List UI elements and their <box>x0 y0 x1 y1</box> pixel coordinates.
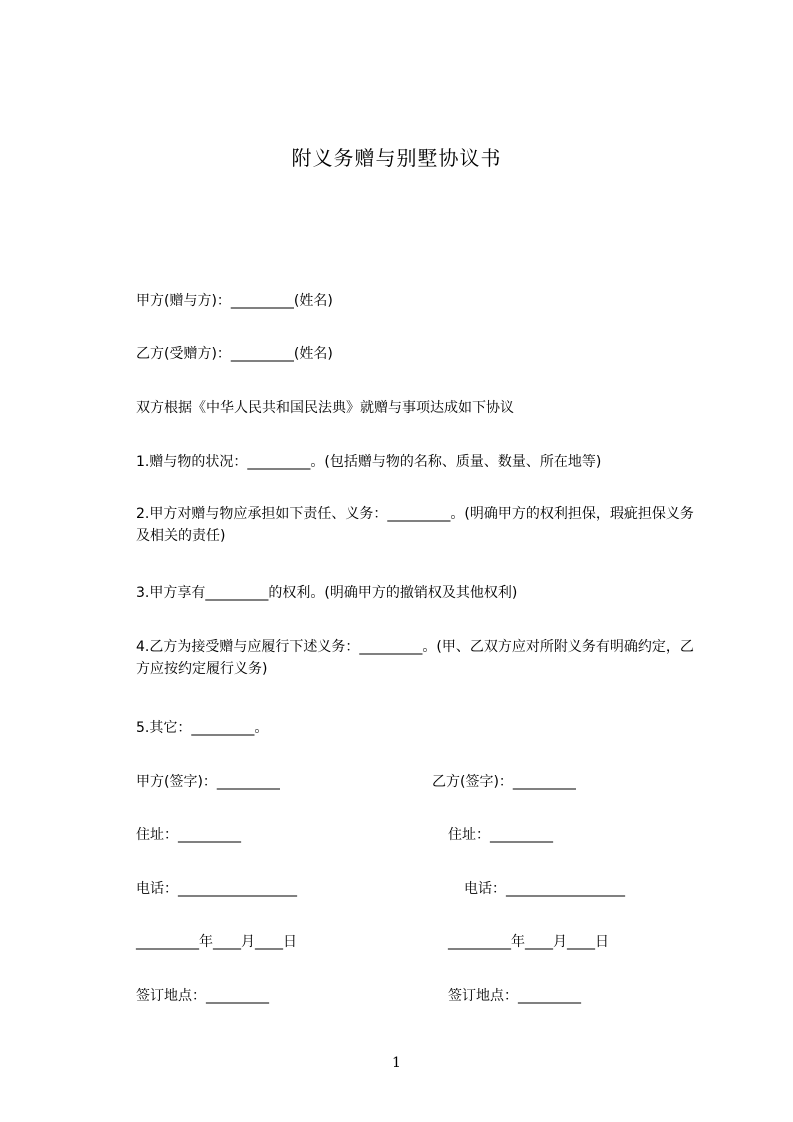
party-b-address: 住址：_________ <box>448 827 553 843</box>
party-a-signature: 甲方(签字)：_________ <box>136 774 280 790</box>
intro-paragraph: 双方根据《中华人民共和国民法典》就赠与事项达成如下协议 <box>136 400 514 416</box>
clause-5: 5.其它：_________。 <box>136 720 269 736</box>
clause-4: 4.乙方为接受赠与应履行下述义务：_________。(甲、乙双方应对所附义务有明确约定，乙方应按约定履行义务) <box>136 639 694 677</box>
clause-1: 1.赠与物的状况：_________。(包括赠与物的名称、质量、数量、所在地等) <box>136 454 602 470</box>
party-b-phone: 电话：_________________ <box>464 881 625 897</box>
clause-2: 2.甲方对赠与物应承担如下责任、义务：_________。(明确甲方的权利担保，瑕疵担保义务及相关的责任) <box>136 506 694 544</box>
clause-3: 3.甲方享有_________的权利。(明确甲方的撤销权及其他权利) <box>136 585 518 601</box>
document-title: 附义务赠与别墅协议书 <box>291 146 502 170</box>
party-a-phone: 电话：_________________ <box>136 881 297 897</box>
party-a-line: 甲方(赠与方)：_________(姓名) <box>136 293 333 309</box>
party-a-place: 签订地点：_________ <box>136 988 269 1004</box>
party-b-signature: 乙方(签字)：_________ <box>432 774 576 790</box>
party-a-address: 住址：_________ <box>136 827 241 843</box>
party-b-date: _________年____月____日 <box>448 934 609 950</box>
party-a-date: _________年____月____日 <box>136 934 297 950</box>
party-b-line: 乙方(受赠方)：_________(姓名) <box>136 346 333 362</box>
page-number: 1 <box>392 1055 401 1071</box>
party-b-place: 签订地点：_________ <box>448 988 581 1004</box>
